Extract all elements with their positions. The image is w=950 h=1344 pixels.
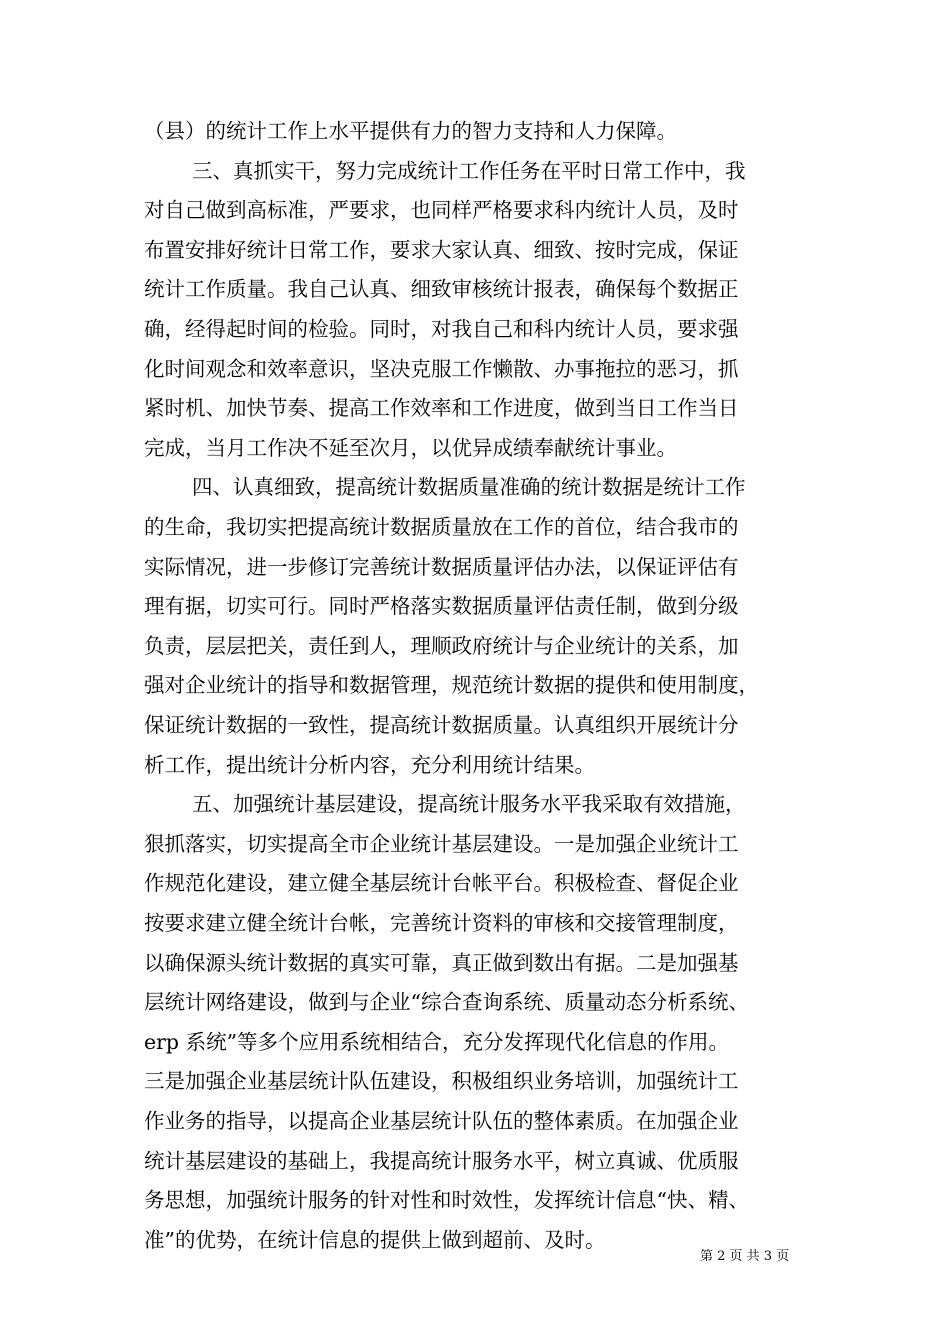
- text-line: 务思想，加强统计服务的针对性和时效性，发挥统计信息“快、精、: [144, 1188, 749, 1213]
- text-line: （县）的统计工作上水平提供有力的智力支持和人力保障。: [144, 119, 677, 143]
- text-line: 五、加强统计基层建设，提高统计服务水平我采取有效措施，: [192, 792, 746, 817]
- text-line: 确，经得起时间的检验。同时，对我自己和科内统计人员，要求强: [144, 317, 739, 341]
- text-line: 完成，当月工作决不延至次月，以优异成绩奉献统计事业。: [144, 435, 677, 460]
- text-line: 层统计网络建设，做到与企业“综合查询系统、质量动态分析系统、: [144, 990, 749, 1015]
- text-line: 作业务的指导，以提高企业基层统计队伍的整体素质。在加强企业: [144, 1109, 739, 1133]
- text-line: 实际情况，进一步修订完善统计数据质量评估办法，以保证评估有: [144, 554, 739, 579]
- text-line: 统计基层建设的基础上，我提高统计服务水平，树立真诚、优质服: [144, 1148, 739, 1173]
- text-line: 三是加强企业基层统计队伍建设，积极组织业务培训，加强统计工: [144, 1069, 739, 1094]
- text-line: 以确保源头统计数据的真实可靠，真正做到数出有据。二是加强基: [144, 950, 739, 975]
- text-line: 统计工作质量。我自己认真、细致审核统计报表，确保每个数据正: [144, 277, 739, 302]
- page-number-footer: 第 2 页 共 3 页: [700, 1249, 790, 1264]
- text-line: 三、真抓实干，努力完成统计工作任务在平时日常工作中，我: [192, 158, 746, 183]
- text-line: 强对企业统计的指导和数据管理，规范统计数据的提供和使用制度，: [144, 673, 759, 698]
- text-line: 作规范化建设，建立健全基层统计台帐平台。积极检查、督促企业: [144, 871, 739, 896]
- text-line: 化时间观念和效率意识，坚决克服工作懒散、办事拖拉的恶习，抓: [144, 356, 739, 381]
- text-line: 析工作，提出统计分析内容，充分利用统计结果。: [144, 752, 595, 777]
- text-line: 保证统计数据的一致性，提高统计数据质量。认真组织开展统计分: [144, 713, 739, 737]
- text-line: 理有据，切实可行。同时严格落实数据质量评估责任制，做到分级: [144, 594, 739, 619]
- text-line: 四、认真细致，提高统计数据质量准确的统计数据是统计工作: [192, 475, 746, 500]
- text-line: 对自己做到高标准，严要求，也同样严格要求科内统计人员，及时: [144, 198, 739, 223]
- text-line: erp 系统”等多个应用系统相结合，充分发挥现代化信息的作用。: [144, 1029, 730, 1054]
- text-line: 紧时机、加快节奏、提高工作效率和工作进度，做到当日工作当日: [144, 396, 739, 421]
- text-line: 狠抓落实，切实提高全市企业统计基层建设。一是加强企业统计工: [144, 831, 739, 856]
- text-line: 准”的优势，在统计信息的提供上做到超前、及时。: [144, 1227, 606, 1252]
- text-line: 的生命，我切实把提高统计数据质量放在工作的首位，结合我市的: [144, 515, 739, 539]
- text-line: 负责，层层把关，责任到人，理顺政府统计与企业统计的关系，加: [144, 633, 739, 658]
- text-line: 布置安排好统计日常工作，要求大家认真、细致、按时完成，保证: [144, 237, 739, 262]
- text-line: 按要求建立健全统计台帐，完善统计资料的审核和交接管理制度，: [144, 911, 739, 935]
